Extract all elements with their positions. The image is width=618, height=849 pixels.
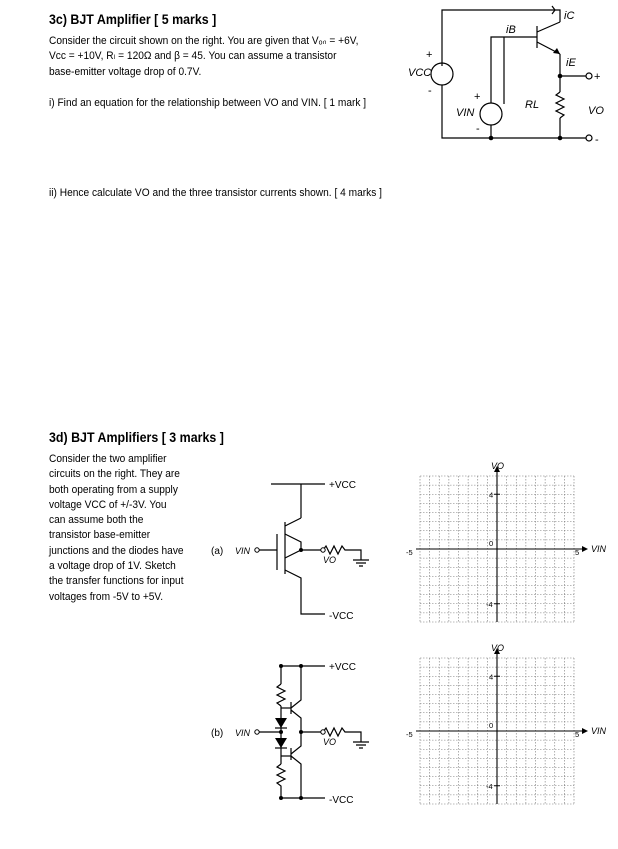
q3d-intro (49, 452, 203, 605)
circuit-a-vin: VIN (235, 546, 251, 556)
q3d-intro-line: junctions and the diodes have (49, 544, 184, 557)
circuit-b (205, 656, 385, 811)
q3c-intro-line3: base-emitter voltage drop of 0.7V. (49, 65, 202, 78)
q3d-intro-line: transistor base-emitter (49, 529, 151, 542)
q3d-intro-line: voltages from -5V to +5V. (49, 590, 164, 603)
q3c-part-ii: ii) Hence calculate VO and the three transistor currents shown. [ 4 marks ] (49, 187, 382, 199)
vo-minus: - (595, 134, 599, 144)
q3c-title: 3c) BJT Amplifier [ 5 marks ] (49, 12, 217, 27)
circuit-b-vin: VIN (235, 728, 251, 738)
vin-plus: + (474, 91, 481, 103)
vin-label: VIN (456, 107, 475, 119)
circuit-a-vo: VO (323, 555, 337, 565)
q3c-part-i: i) Find an equation for the relationship between VO and VIN. [ 1 mark ] (49, 97, 367, 109)
y-tick-label-bottom: -4 (486, 781, 493, 791)
q3c-intro-line1: Consider the circuit shown on the right. You are given that Vₒₙ = +6V, (49, 35, 359, 47)
y-axis-label: VO (491, 461, 505, 471)
circuit-a-minus-vcc: -VCC (329, 611, 354, 622)
q3d-intro-line: voltage VCC of +/-3V. You (49, 498, 167, 511)
x-tick-label-right: 5 (575, 730, 580, 739)
circuit-b-vo: VO (323, 737, 337, 747)
ic-label: iC (564, 10, 575, 22)
transfer-graph-b (398, 640, 613, 808)
circuit-b-minus-vcc: -VCC (329, 795, 354, 806)
vcc-label: VCC (408, 67, 432, 79)
rl-label: RL (525, 99, 540, 111)
x-axis-arrow (582, 728, 588, 734)
q3d-intro-line: circuits on the right. They are (49, 468, 180, 481)
ie-label: iE (566, 57, 576, 69)
transfer-graph-a (398, 458, 613, 626)
x-tick-label-left: -5 (406, 730, 413, 739)
y-axis-label: VO (491, 643, 505, 653)
q3d-intro-line: can assume both the (49, 514, 144, 527)
circuit-a (205, 474, 385, 629)
y-tick-label-top: 4 (489, 672, 494, 682)
x-axis-label: VIN (591, 544, 607, 554)
x-axis-label: VIN (591, 726, 607, 736)
q3c-intro-line2: Vᴄᴄ = +10V, Rₗ = 120Ω and β = 45. You can assume a transistor (49, 50, 337, 63)
origin-label: 0 (489, 539, 494, 548)
q3d-intro-line: a voltage drop of 1V. Sketch (49, 560, 176, 573)
vin-minus: - (476, 123, 480, 135)
bjt-amplifier-circuit (400, 4, 610, 144)
q3d-intro-line: both operating from a supply (49, 483, 178, 496)
x-axis-arrow (582, 546, 588, 552)
q3d-intro-line: Consider the two amplifier (49, 453, 167, 465)
x-tick-label-left: -5 (406, 548, 413, 557)
q3d-title: 3d) BJT Amplifiers [ 3 marks ] (49, 430, 224, 445)
vcc-plus: + (426, 49, 433, 61)
ib-label: iB (506, 24, 516, 36)
vcc-minus: - (428, 85, 432, 97)
vo-plus: + (594, 71, 601, 83)
y-tick-label-top: 4 (489, 490, 494, 500)
y-tick-label-bottom: -4 (486, 599, 493, 609)
q3c-intro (49, 34, 395, 80)
circuit-a-label: (a) (211, 546, 224, 557)
circuit-a-plus-vcc: +VCC (329, 480, 356, 491)
q3d-intro-line: the transfer functions for input (49, 575, 184, 588)
vo-label: VO (588, 105, 604, 117)
circuit-b-label: (b) (211, 728, 224, 739)
circuit-b-plus-vcc: +VCC (329, 662, 356, 673)
origin-label: 0 (489, 721, 494, 730)
x-tick-label-right: 5 (575, 548, 580, 557)
